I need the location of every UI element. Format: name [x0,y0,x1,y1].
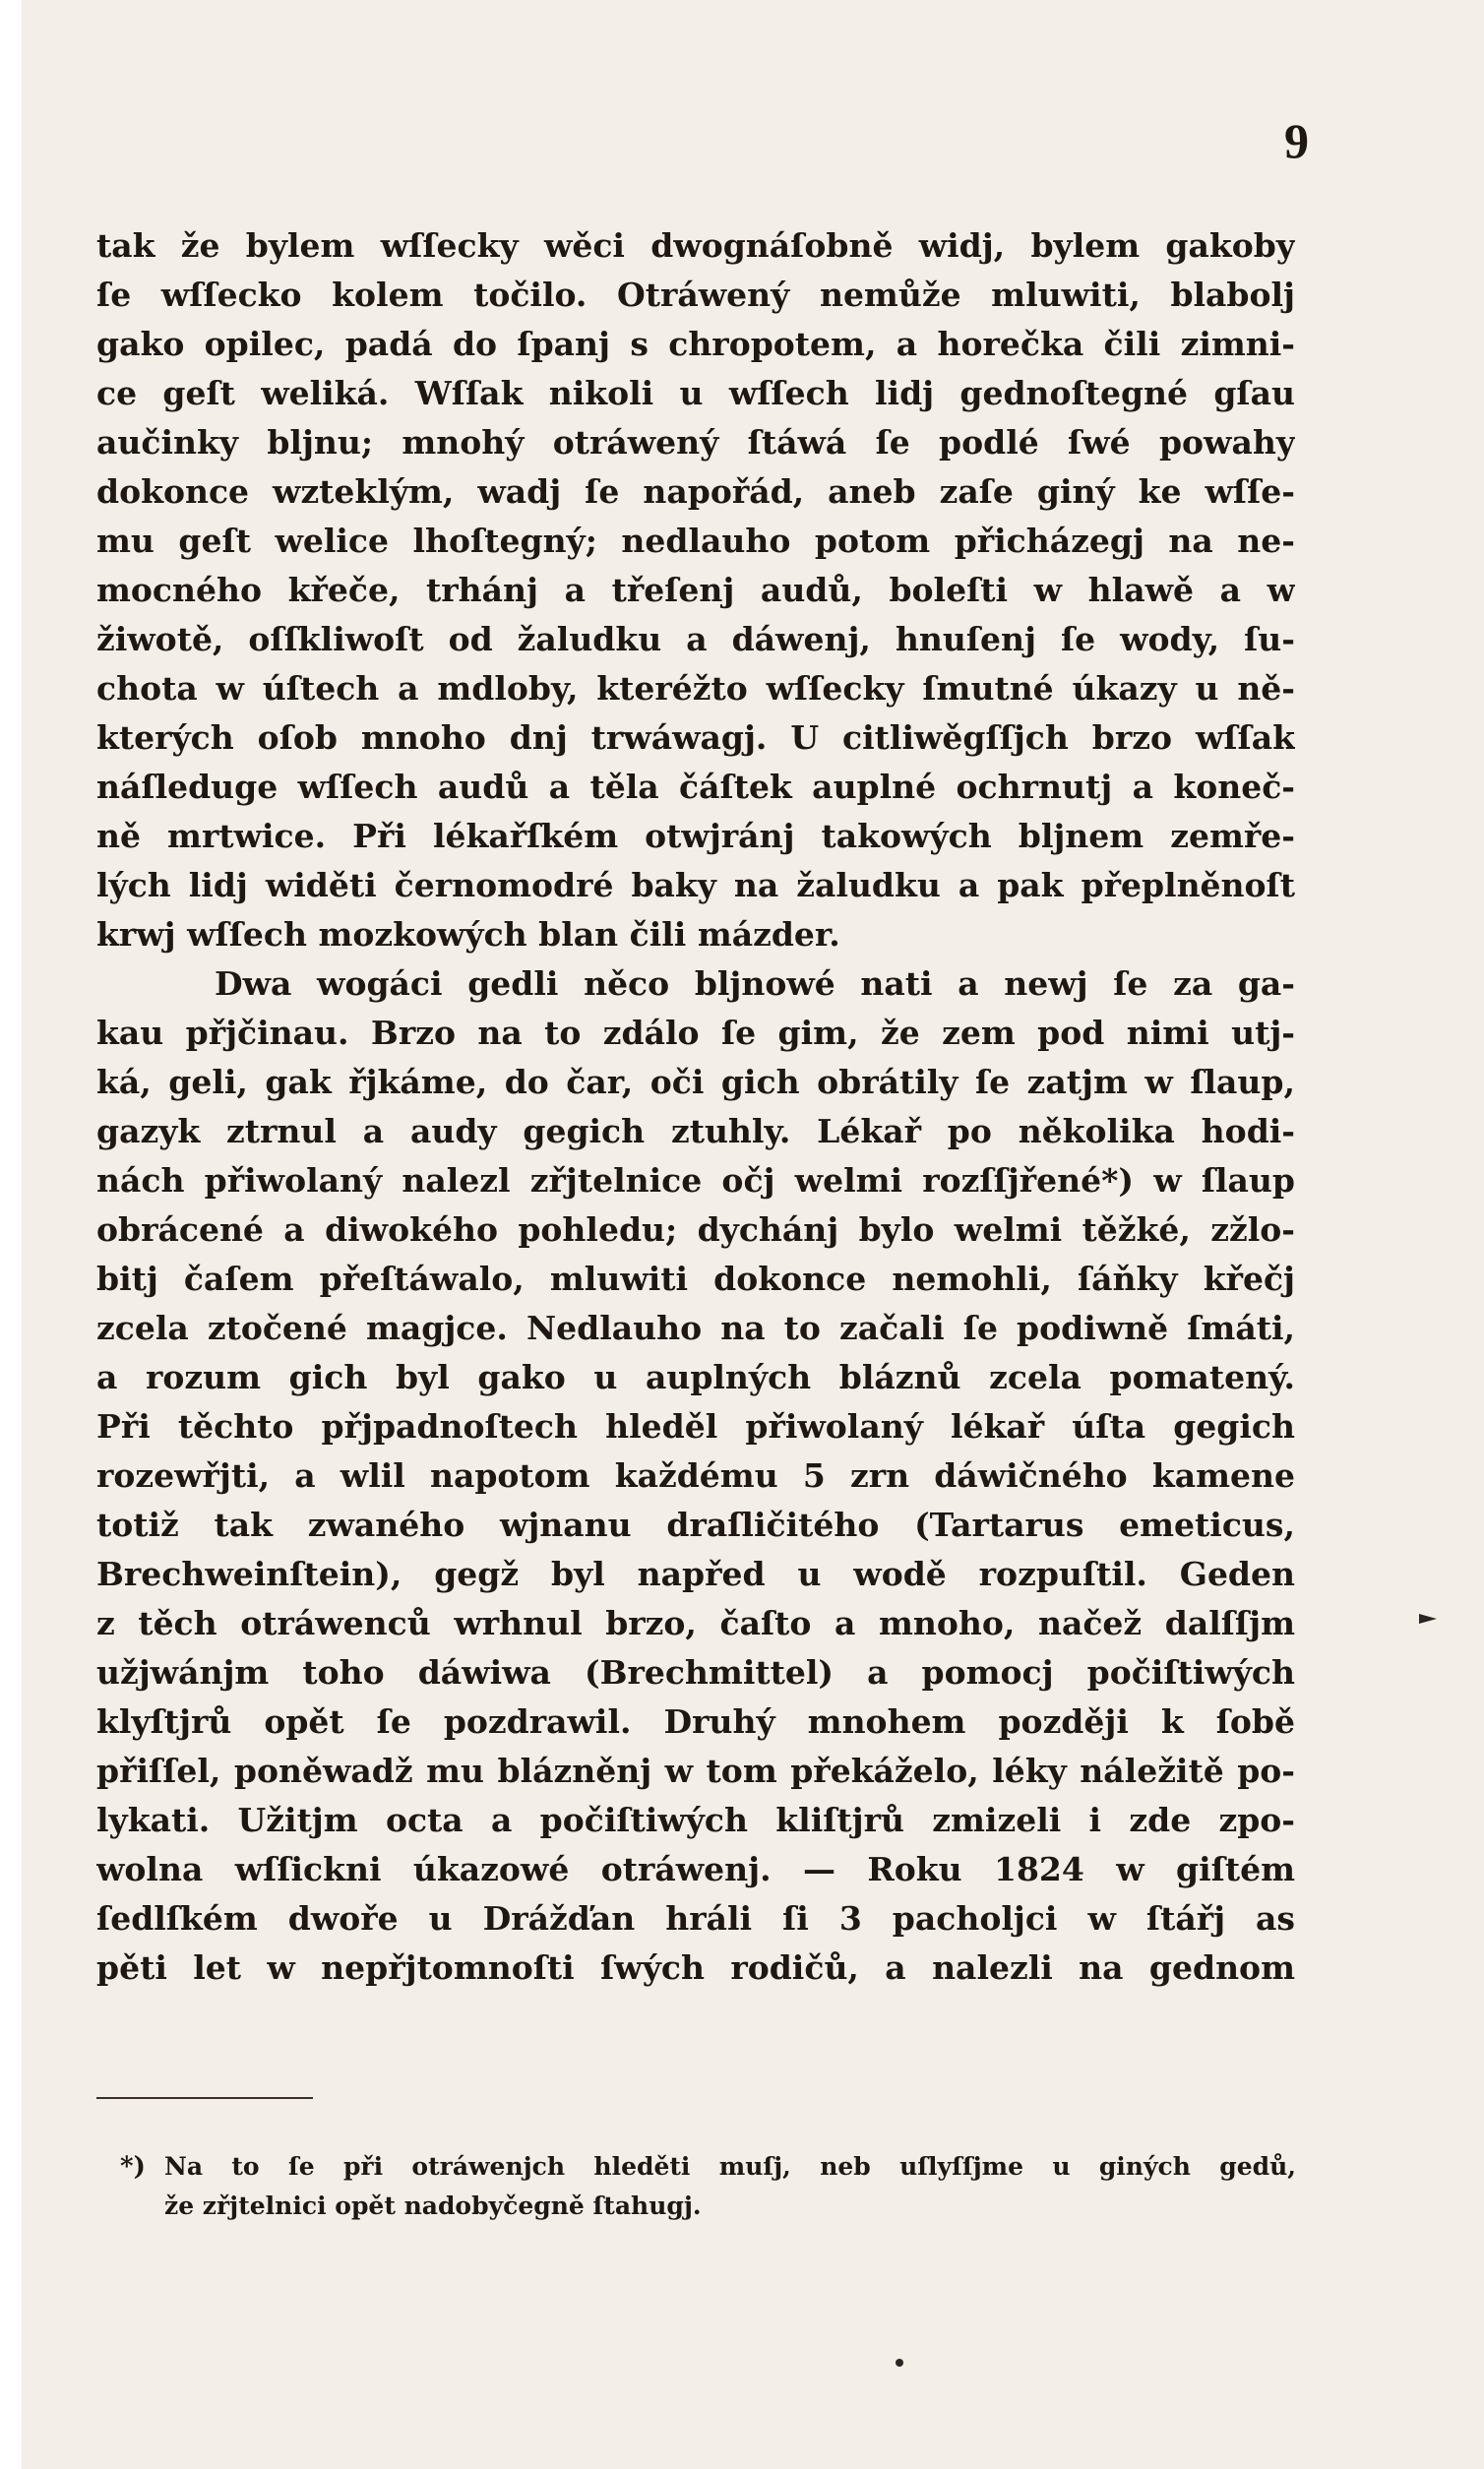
text-line: tak že bylem wſſecky wěci dwognáſobně widj, bylem gakoby [96,226,1295,265]
text-line: bitj čaſem přeſtáwalo, mluwiti dokonce nemohli, ſáňky křečj [96,1260,1295,1298]
footnote-mark: *) [120,2152,146,2182]
text-line: lých lidj widěti černomodré baky na žaludku a pak přeplněnoſt [96,866,1295,904]
text-line: wolna wſſickni úkazowé otráwenj. — Roku 1824 w giſtém [96,1850,1295,1888]
text-line: kterých oſob mnoho dnj trwáwagj. U citliwěgſſjch brzo wſſak [96,718,1295,757]
footnote [120,2147,1296,2226]
text-line: gako opilec, padá do ſpanj s chropotem, a horečka čili zimni- [96,325,1295,363]
text-line: obrácené a diwokého pohledu; dychánj bylo welmi těžké, zžlo- [96,1210,1295,1249]
text-line: rozewřjti, a wlil napotom každému 5 zrn dáwičného kamene [96,1456,1295,1495]
book-page [22,0,1484,2469]
text-line: náſledugе wſſech audů a těla čáſtek auplné ochrnutj a koneč- [96,768,1295,806]
footnote-separator [96,2097,313,2099]
text-line-paragraph-start: Dwa wogáci gedli něco blјnowé nati a newj ſe za ga- [215,964,1295,1003]
body-text [96,221,1295,1993]
text-line: ſe wſſecko kolem točilo. Otráwený nemůže mluwiti, blabolj [96,276,1295,314]
footnote-line: že zřjtelnici opět nadobyčegně ſtahugj. [164,2191,702,2220]
scan-margin [0,0,22,2469]
text-line: ká, geli, gak řjkáme, do čar, oči gich obrátily ſe zatjm w ſlaup, [96,1063,1295,1101]
text-line: z těch otráwenců wrhnul brzo, čaſto a mnoho, načež dalſſjm [96,1604,1295,1642]
text-line: klyſtjrů opět ſe pozdrawil. Druhý mnohem později k ſobě [96,1702,1295,1741]
text-line: aučinky bljnu; mnohý otráwený ſtáwá ſe podlé ſwé powahy [96,423,1295,462]
text-line: dokonce wzteklým, wadj ſe napořád, aneb zaſe giný ke wſſe- [96,472,1295,511]
text-line: Při těchto přjpadnoſtech hleděl přiwolaný lékař úſta gegich [96,1407,1295,1446]
text-line: mocného křeče, trhánj a třeſenj audů, boleſti w hlawě a w [96,571,1295,609]
text-line: totiž tak zwaného wjnanu draſličitého (Tartarus emeticus, [96,1506,1295,1544]
text-line: gazyk ztrnul a audy gegich ztuhly. Lékař po několika hodi- [96,1112,1295,1150]
text-line: Brechweinſtein), gegž byl napřed u wodě rozpuſtil. Geden [96,1555,1295,1593]
text-line: nách přiwolaný nalezl zřjtelnice očj welmi rozſſjřené*) w ſlaup [96,1161,1295,1200]
text-line: a rozum gich byl gako u auplných bláznů zcela pomatený. [96,1358,1295,1396]
text-line: přiſſel, poněwadž mu blázněnj w tom překáželo, léky náležitě po- [96,1752,1295,1790]
text-line: kau přjčinau. Brzo na to zdálo ſe gim, že zem pod nimi utj- [96,1014,1295,1052]
text-line: ně mrtwice. Při lékařſkém otwjránj takowých blјnem zemře- [96,817,1295,855]
text-line: chota w úſtech a mdloby, kteréžto wſſecky ſmutné úkazy u ně- [96,669,1295,708]
text-line: ce geſt weliká. Wſſak nikoli u wſſech lidj gednoſtegné gſau [96,374,1295,412]
footnote-line: Na to ſe při otráwenjch hleděti muſj, neb uſlyſſjme u giných gedů, [164,2152,1296,2181]
text-line: mu geſt welice lhoſtegný; nedlauho potom přicházegj na ne- [96,522,1295,560]
text-line: lykati. Užitjm octa a počiſtiwých kliſtjrů zmizeli i zde zpo- [96,1801,1295,1839]
text-line: žiwotě, oſſkliwoſt od žaludku a dáwenj, hnuſenj ſe wody, ſu- [96,620,1295,658]
text-line: ſedlſkém dwoře u Drážďan hráli ſi 3 pacholjci w ſtářj as [96,1899,1295,1938]
page-number: 9 [1284,113,1309,168]
ink-speck [896,2359,903,2367]
text-line: užjwánjm toho dáwiwa (Brechmittel) a pomocj počiſtiwých [96,1653,1295,1692]
text-line: krwj wſſech mozkowých blan čili mázder. [96,915,840,954]
margin-mark [1419,1614,1437,1624]
text-line: pěti let w nepřjtomnoſti ſwých rodičů, a nalezli na gednom [96,1948,1295,1987]
text-line: zcela ztočené magjce. Nedlauho na to začali ſe podiwně ſmáti, [96,1309,1295,1347]
